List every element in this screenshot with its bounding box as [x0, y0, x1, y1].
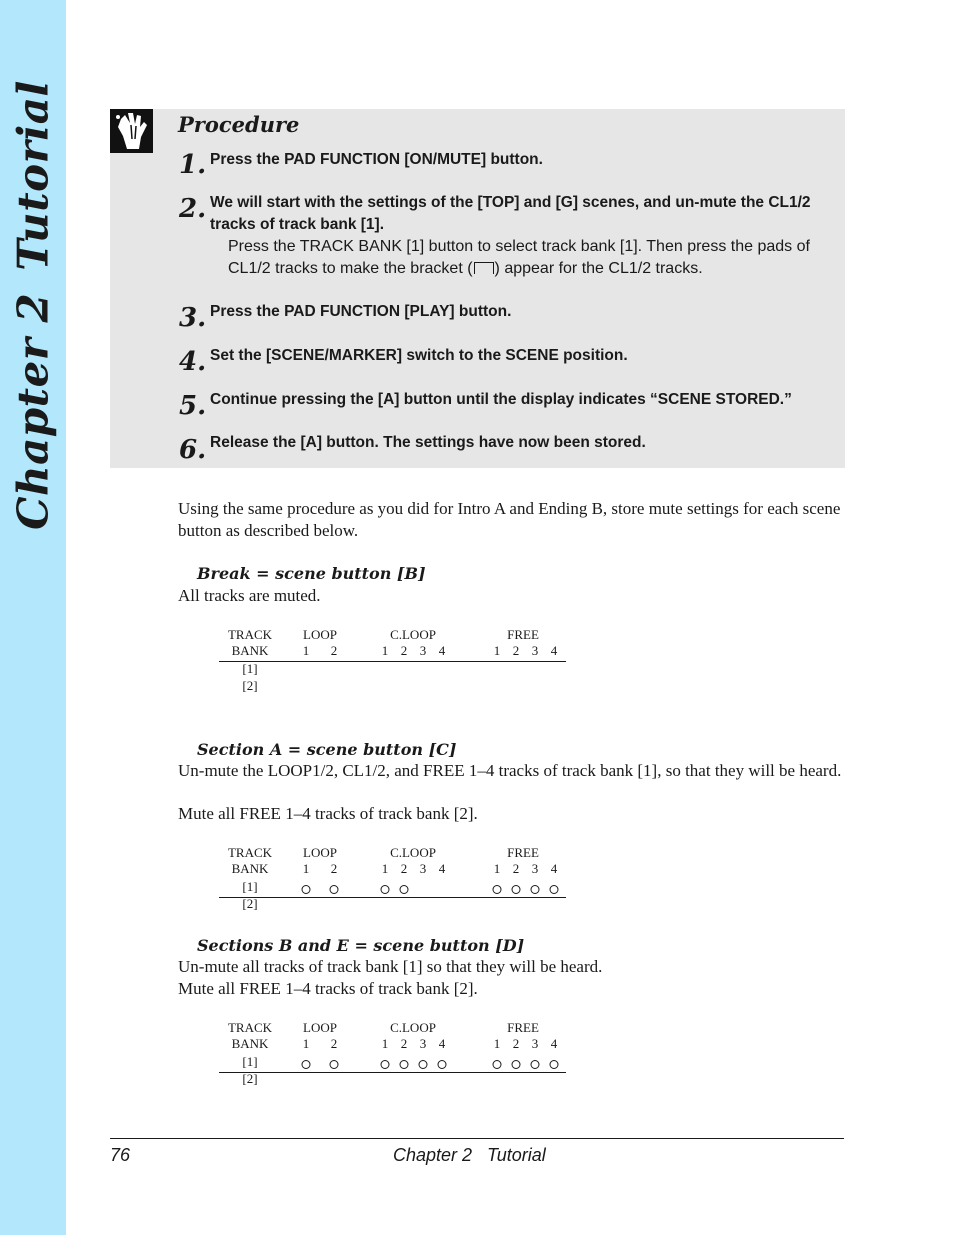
chapter-sidebar [0, 0, 66, 1235]
section-text-section-a-1: Un-mute the LOOP1/2, CL1/2, and FREE 1–4 tracks of track bank [1], so that they will be heard. [178, 761, 842, 780]
step-detail-2-after: ) appear for the CL1/2 tracks. [494, 260, 703, 277]
table-header-loop: LOOP [303, 627, 337, 642]
section-text-sections-b-e-2: Mute all FREE 1–4 tracks of track bank [2]. [178, 979, 478, 998]
table-header-track: TRACK [227, 1020, 273, 1035]
unmuted-track-circle [330, 885, 339, 894]
table-col-number: 3 [531, 1036, 539, 1051]
bracket-icon [474, 262, 494, 274]
table-col-number: 1 [493, 861, 501, 876]
table-rule [219, 661, 566, 662]
table-header-track: TRACK [227, 845, 273, 860]
table-col-number: 2 [330, 643, 338, 658]
table-col-number: 2 [330, 1036, 338, 1051]
unmuted-track-circle [550, 1060, 559, 1069]
chapter-tab-title [9, 80, 58, 530]
table-col-number: 4 [550, 1036, 558, 1051]
page-number: 76 [110, 1145, 131, 1165]
mute-table-break [219, 628, 566, 692]
step-detail-2 [228, 236, 840, 280]
step-detail-2-before: Press the TRACK BANK [1] button to select track bank [1]. Then press the pads of CL1/2 tracks to make the bracket ( [228, 238, 810, 277]
step-text-3: Press the PAD FUNCTION [PLAY] button. [210, 303, 512, 320]
unmuted-track-circle [531, 885, 540, 894]
table-header-bank: BANK [231, 643, 269, 658]
table-col-number: 3 [419, 643, 427, 658]
section-heading-sections-b-e: Sections B and E = scene button [D] [197, 936, 525, 955]
table-row-label-bank-1: [1] [242, 879, 258, 894]
table-header-cloop: C.LOOP [390, 1020, 436, 1035]
table-col-number: 1 [302, 1036, 310, 1051]
table-col-number: 1 [493, 1036, 501, 1051]
table-col-number: 4 [438, 643, 446, 658]
unmuted-track-circle [531, 1060, 540, 1069]
table-col-number: 2 [400, 1036, 408, 1051]
unmuted-track-circle [302, 885, 311, 894]
unmuted-track-circle [400, 1060, 409, 1069]
unmuted-track-circle [512, 885, 521, 894]
table-row-label-bank-1: [1] [242, 661, 258, 676]
step-number-2: 2. [179, 194, 207, 224]
section-heading-section-a: Section A = scene button [C] [197, 740, 457, 759]
hand-pressing-icon [110, 109, 153, 153]
unmuted-track-circle [512, 1060, 521, 1069]
table-col-number: 4 [438, 1036, 446, 1051]
step-number-6: 6. [179, 435, 207, 465]
table-col-number: 2 [400, 861, 408, 876]
sidebar-chapter: Chapter 2 [8, 292, 58, 530]
unmuted-track-circle [493, 1060, 502, 1069]
table-col-number: 3 [531, 861, 539, 876]
section-heading-break: Break = scene button [B] [197, 564, 426, 583]
table-col-number: 2 [400, 643, 408, 658]
section-text-sections-b-e-1: Un-mute all tracks of track bank [1] so that they will be heard. [178, 957, 603, 976]
step-number-3: 3. [179, 303, 207, 333]
sidebar-title: Tutorial [8, 80, 58, 271]
table-col-number: 2 [512, 643, 520, 658]
table-col-number: 2 [512, 861, 520, 876]
table-col-number: 3 [419, 861, 427, 876]
table-header-loop: LOOP [303, 1020, 337, 1035]
table-row-label-bank-2: [2] [242, 1071, 258, 1086]
table-header-free: FREE [507, 627, 539, 642]
section-text-break-1: All tracks are muted. [178, 586, 321, 605]
table-col-number: 4 [550, 643, 558, 658]
table-rule [219, 897, 566, 898]
unmuted-track-circle [438, 1060, 447, 1069]
unmuted-track-circle [493, 885, 502, 894]
table-header-loop: LOOP [303, 845, 337, 860]
table-header-free: FREE [507, 845, 539, 860]
table-col-number: 2 [512, 1036, 520, 1051]
unmuted-track-circle [381, 1060, 390, 1069]
table-col-number: 1 [381, 861, 389, 876]
step-text-4: Set the [SCENE/MARKER] switch to the SCENE position. [210, 347, 628, 364]
table-col-number: 4 [438, 861, 446, 876]
step-number-5: 5. [179, 391, 207, 421]
table-header-track: TRACK [227, 627, 273, 642]
mute-table-section-a [219, 846, 566, 910]
table-header-bank: BANK [231, 1036, 269, 1051]
unmuted-track-circle [302, 1060, 311, 1069]
step-text-2: We will start with the settings of the [TOP] and [G] scenes, and un-mute the CL1/2 tracks of track bank [1]. [210, 194, 811, 233]
procedure-title: Procedure [178, 112, 300, 137]
intro-paragraph: Using the same procedure as you did for Intro A and Ending B, store mute settings for each scene button as described below. [178, 499, 841, 540]
unmuted-track-circle [550, 885, 559, 894]
table-row-label-bank-2: [2] [242, 896, 258, 911]
unmuted-track-circle [330, 1060, 339, 1069]
unmuted-track-circle [400, 885, 409, 894]
table-row-label-bank-1: [1] [242, 1054, 258, 1069]
step-number-4: 4. [179, 347, 207, 377]
table-col-number: 1 [381, 643, 389, 658]
table-col-number: 2 [330, 861, 338, 876]
mute-table-sections-b-e [219, 1021, 566, 1085]
table-rule [219, 1072, 566, 1073]
table-col-number: 1 [302, 861, 310, 876]
table-col-number: 3 [531, 643, 539, 658]
footer-rule [110, 1138, 844, 1139]
table-header-cloop: C.LOOP [390, 627, 436, 642]
table-header-cloop: C.LOOP [390, 845, 436, 860]
footer-chapter-title: Chapter 2 Tutorial [393, 1145, 546, 1165]
table-row-label-bank-2: [2] [242, 678, 258, 693]
step-number-1: 1. [179, 150, 207, 180]
table-col-number: 3 [419, 1036, 427, 1051]
table-header-free: FREE [507, 1020, 539, 1035]
step-text-6: Release the [A] button. The settings have now been stored. [210, 434, 646, 451]
unmuted-track-circle [381, 885, 390, 894]
table-col-number: 4 [550, 861, 558, 876]
unmuted-track-circle [419, 1060, 428, 1069]
table-col-number: 1 [302, 643, 310, 658]
step-text-5: Continue pressing the [A] button until the display indicates “SCENE STORED.” [210, 391, 792, 408]
table-header-bank: BANK [231, 861, 269, 876]
step-text-1: Press the PAD FUNCTION [ON/MUTE] button. [210, 151, 543, 168]
table-col-number: 1 [493, 643, 501, 658]
table-col-number: 1 [381, 1036, 389, 1051]
section-text-section-a-2: Mute all FREE 1–4 tracks of track bank [2]. [178, 804, 478, 823]
